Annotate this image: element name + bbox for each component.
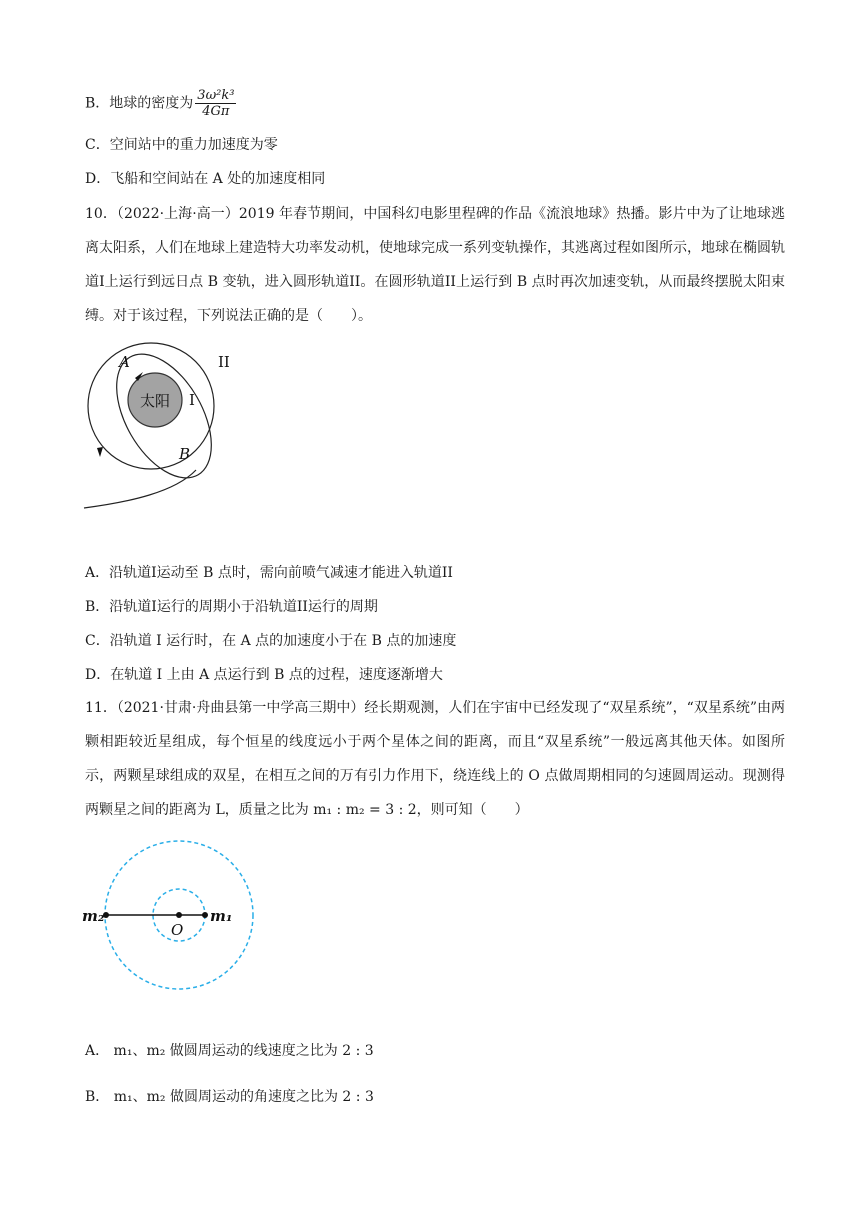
label-o: O — [171, 921, 184, 939]
label-i: I — [189, 391, 195, 409]
label-b: B — [179, 445, 191, 463]
label-m1: m₁ — [210, 907, 233, 925]
fraction-denominator: 4Gπ — [202, 104, 230, 119]
q9-option-c: C．空间站中的重力加速度为零 — [85, 137, 278, 153]
q11-option-b: B． m₁、m₂ 做圆周运动的角速度之比为 2 : 3 — [85, 1089, 374, 1105]
q10-option-b: B．沿轨道I运行的周期小于沿轨道II运行的周期 — [85, 599, 378, 615]
q9-option-d: D．飞船和空间站在 A 处的加速度相同 — [85, 171, 326, 187]
q11-option-a: A． m₁、m₂ 做圆周运动的线速度之比为 2 : 3 — [85, 1043, 374, 1059]
density-fraction — [195, 88, 236, 119]
sun-label: 太阳 — [139, 392, 171, 410]
q10-option-d: D．在轨道 I 上由 A 点运行到 B 点的过程，速度逐渐增大 — [85, 667, 443, 683]
center-o — [176, 912, 182, 918]
label-m2: m₂ — [82, 907, 105, 925]
label-a: A — [119, 353, 130, 371]
label-ii: II — [218, 353, 230, 371]
star-m1 — [202, 912, 208, 918]
fraction-numerator: 3ω²k³ — [197, 88, 235, 103]
q9-option-b — [85, 88, 236, 119]
q10-option-a: A．沿轨道I运动至 B 点时，需向前喷气减速才能进入轨道II — [85, 565, 453, 581]
binary-star-figure — [80, 830, 270, 1000]
orbit-figure — [80, 340, 260, 515]
q10-stem: 10．（2022·上海·高一）2019 年春节期间，中国科幻电影里程碑的作品《流浪地球》热播。影片中为了让地球逃离太阳系，人们在地球上建造特大功率发动机，使地球完成一系列变轨操作，其逃离过程如图所示，地球在椭圆轨道I上运行到远日点 B 变轨，进入圆形轨道II。在圆形轨道II上运行到 B 点时再次加速变轨，从而最终摆脱太阳束缚。对于该过程，下列说法正确的是（ ）。 — [85, 206, 785, 324]
arrow-icon — [97, 447, 103, 457]
escape-trajectory — [84, 470, 196, 508]
q9-option-b-text: B．地球的密度为 — [85, 95, 194, 112]
q10-option-c: C．沿轨道 I 运行时，在 A 点的加速度小于在 B 点的加速度 — [85, 633, 457, 649]
q11-stem: 11．（2021·甘肃·舟曲县第一中学高三期中）经长期观测，人们在宇宙中已经发现了“双星系统”，“双星系统”由两颗相距较近星组成，每个恒星的线度远小于两个星体之间的距离，而且“双星系统”一般远离其他天体。如图所示，两颗星球组成的双星，在相互之间的万有引力作用下，绕连线上的 O 点做周期相同的匀速圆周运动。现测得两颗星之间的距离为 L，质量之比为 m₁ : m₂ = 3 : 2，则可知（ ） — [85, 700, 785, 818]
